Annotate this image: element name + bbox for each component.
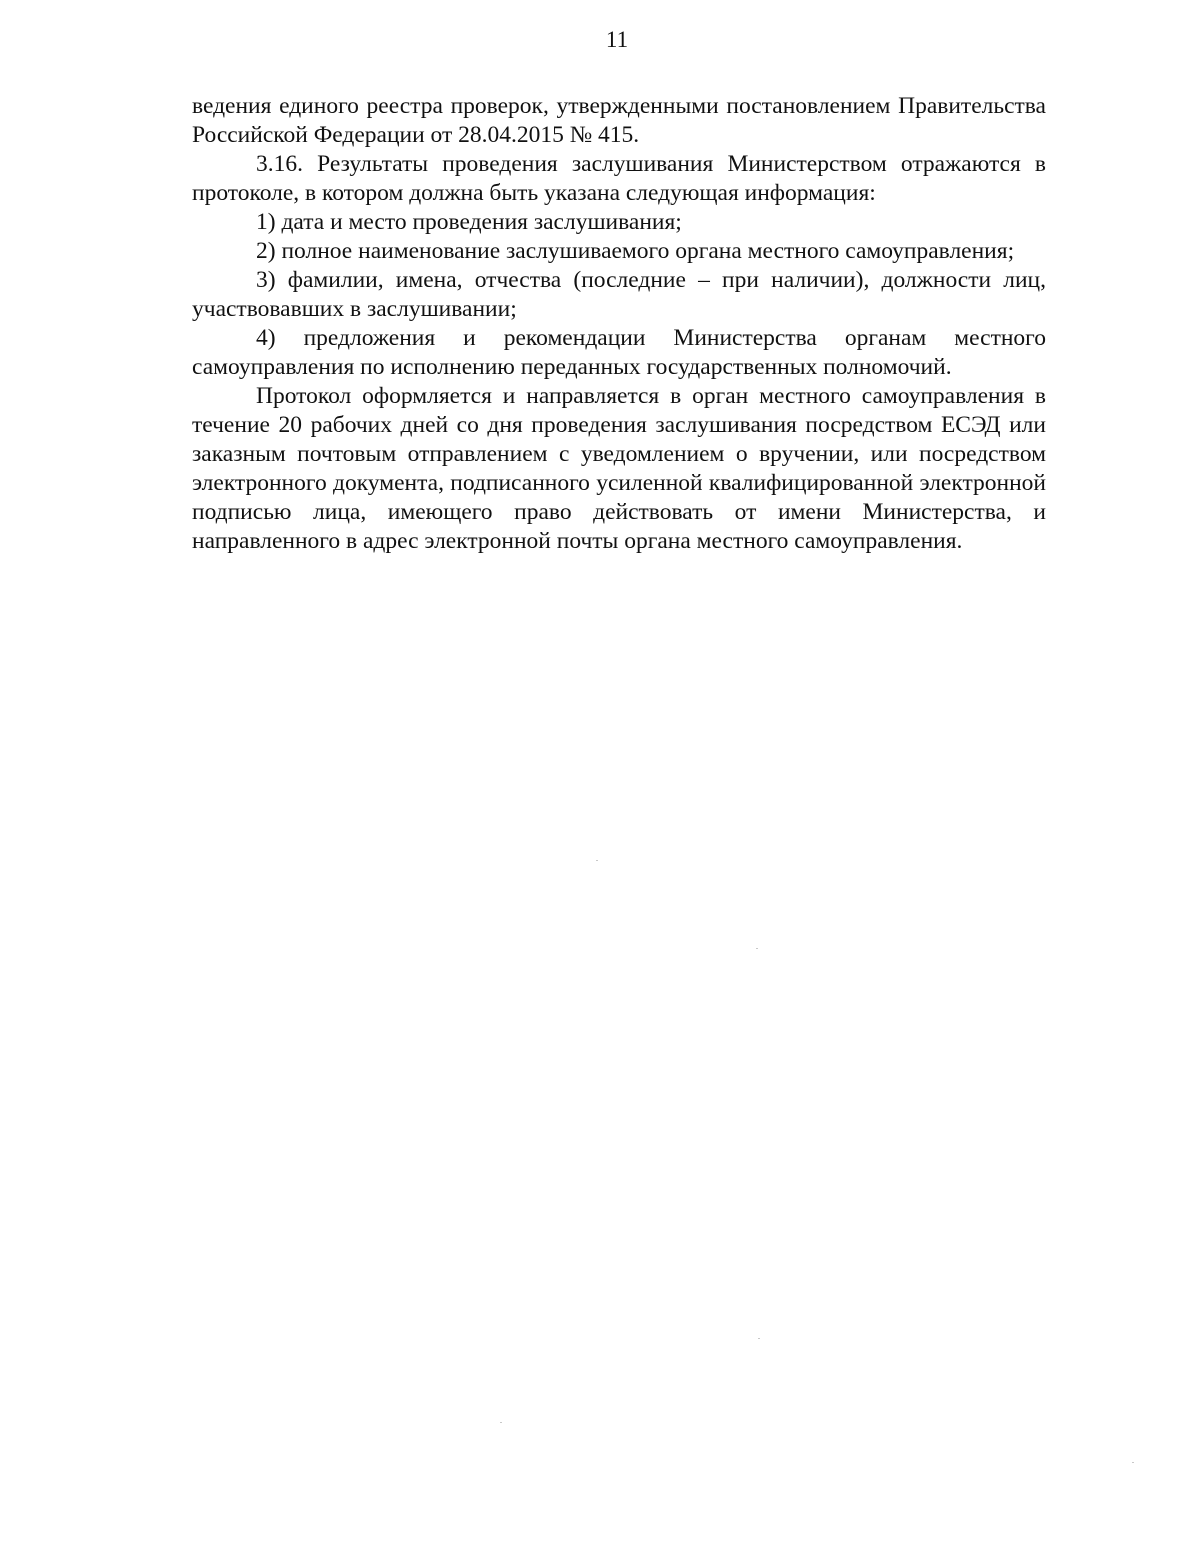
paragraph-registry-continuation: ведения единого реестра проверок, утвержденными постановлением Правительства Российской Федерации от 28.04.2015 № 415. (192, 93, 1046, 148)
document-body (192, 92, 1046, 556)
scan-speck (596, 860, 598, 861)
scan-speck (500, 1422, 502, 1423)
scan-speck (1132, 1462, 1134, 1463)
paragraph-protocol-delivery: Протокол оформляется и направляется в орган местного самоуправления в течение 20 рабочих дней со дня проведения заслушивания посредством ЕСЭД или заказным почтовым отправлением с уведомлением о вручении, или посредством электронного документа, подписанного усиленной квалифицированной электронной подписью лица, имеющего право действовать от имени Министерства, и направленного в адрес электронной почты органа местного самоуправления. (192, 383, 1046, 554)
paragraph-3-16-results: 3.16. Результаты проведения заслушивания Министерством отражаются в протоколе, в котором должна быть указана следующая информация: (192, 151, 1046, 206)
page-number: 11 (605, 27, 629, 52)
list-item-authority-name: 2) полное наименование заслушиваемого органа местного самоуправления; (256, 238, 1015, 264)
list-item-date-place: 1) дата и место проведения заслушивания; (256, 209, 682, 235)
list-item-proposals: 4) предложения и рекомендации Министерства органам местного самоуправления по исполнению переданных государственных полномочий. (192, 325, 1046, 380)
scan-speck (756, 948, 758, 949)
scan-speck (758, 1338, 760, 1339)
list-item-participants: 3) фамилии, имена, отчества (последние – при наличии), должности лиц, участвовавших в заслушивании; (192, 267, 1046, 322)
